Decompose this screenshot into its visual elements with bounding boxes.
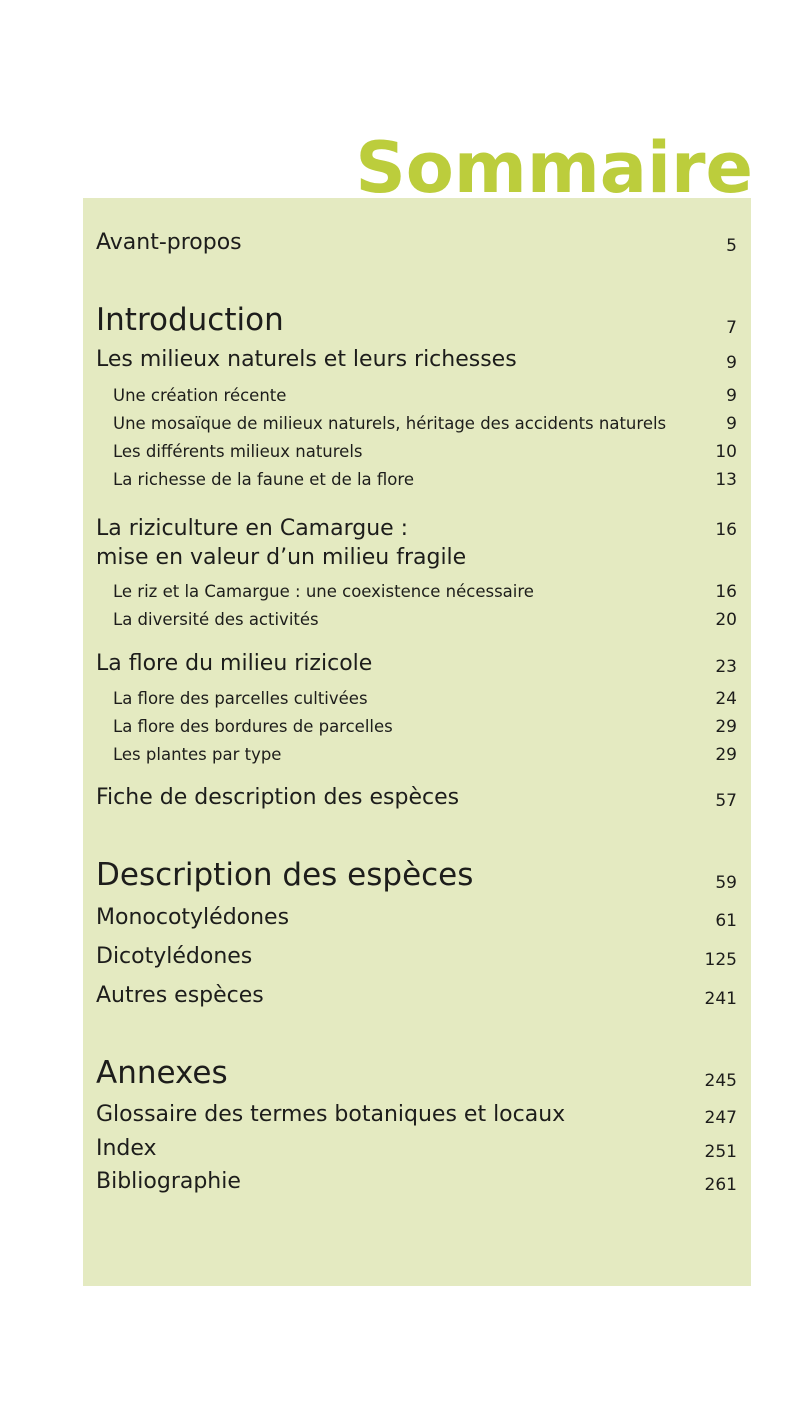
toc-entry-mosaique[interactable]	[96, 414, 737, 434]
toc-entry-page: 241	[704, 989, 737, 1009]
toc-entry-plantes-par-type[interactable]	[96, 745, 737, 765]
toc-entry-page: 20	[715, 610, 737, 630]
toc-entry-dicotyledones[interactable]	[96, 942, 737, 970]
toc-entry-label: La richesse de la faune et de la flore	[113, 470, 414, 489]
toc-entry-page: 5	[726, 236, 737, 256]
toc-entry-page: 261	[704, 1175, 737, 1195]
toc-entry-page: 16	[715, 582, 737, 602]
toc-entry-bibliographie[interactable]	[96, 1167, 737, 1195]
toc-entry-label: Bibliographie	[96, 1169, 241, 1194]
toc-entry-differents-milieux[interactable]	[96, 442, 737, 462]
toc-entry-page: 23	[715, 657, 737, 677]
toc-entry-label: Introduction	[96, 302, 284, 338]
toc-entry-page: 9	[726, 414, 737, 434]
toc-entry-label: Avant-propos	[96, 230, 242, 255]
toc-entry-milieux-naturels[interactable]	[96, 346, 737, 373]
toc-entry-label: Fiche de description des espèces	[96, 785, 460, 810]
toc-entry-label	[96, 514, 466, 572]
toc-entry-page: 16	[715, 520, 737, 540]
toc-entry-label: Une mosaïque de milieux naturels, héritage des accidents naturels	[113, 414, 667, 433]
toc-entry-page: 57	[715, 791, 737, 811]
toc-entry-index[interactable]	[96, 1134, 737, 1162]
toc-entry-label: La flore des bordures de parcelles	[113, 717, 393, 736]
toc-entry-label-line-1: La riziculture en Camargue :	[96, 516, 409, 541]
toc-entry-introduction[interactable]	[96, 298, 737, 338]
toc-entry-avant-propos[interactable]	[96, 228, 737, 256]
toc-entry-label: Autres espèces	[96, 983, 264, 1008]
toc-entry-label: La flore des parcelles cultivées	[113, 689, 368, 708]
toc-entry-label: Les plantes par type	[113, 745, 282, 764]
toc-entry-page: 29	[715, 745, 737, 765]
toc-entry-monocotyledones[interactable]	[96, 903, 737, 931]
toc-entry-page: 61	[715, 911, 737, 931]
toc-entry-label: Annexes	[96, 1055, 228, 1091]
toc-entry-page: 10	[715, 442, 737, 462]
toc-entry-page: 9	[726, 386, 737, 406]
table-of-contents	[83, 198, 751, 1286]
toc-entry-fiche-description[interactable]	[96, 784, 737, 811]
toc-entry-page: 125	[704, 950, 737, 970]
toc-entry-flore-milieu-rizicole[interactable]	[96, 650, 737, 677]
toc-entry-riz-camargue[interactable]	[96, 582, 737, 602]
toc-entry-label: Les milieux naturels et leurs richesses	[96, 347, 517, 372]
toc-entry-label: La diversité des activités	[113, 610, 319, 629]
toc-entry-label-line-2: mise en valeur d’un milieu fragile	[96, 545, 467, 570]
toc-entry-page: 251	[704, 1142, 737, 1162]
toc-entry-page: 59	[715, 873, 737, 893]
toc-entry-label: Les différents milieux naturels	[113, 442, 363, 461]
toc-entry-flore-parcelles-cultivees[interactable]	[96, 689, 737, 709]
page-title: Sommaire	[355, 127, 753, 209]
toc-entry-richesse-faune-flore[interactable]	[96, 470, 737, 490]
toc-entry-flore-bordures[interactable]	[96, 717, 737, 737]
toc-entry-page: 29	[715, 717, 737, 737]
toc-entry-page: 9	[726, 353, 737, 373]
toc-entry-annexes[interactable]	[96, 1052, 737, 1091]
toc-entry-page: 13	[715, 470, 737, 490]
toc-entry-description-especes[interactable]	[96, 854, 737, 893]
toc-entry-label: Glossaire des termes botaniques et locaux	[96, 1102, 566, 1127]
toc-entry-label: Dicotylédones	[96, 944, 253, 969]
toc-entry-page: 245	[704, 1071, 737, 1091]
toc-entry-autres-especes[interactable]	[96, 981, 737, 1009]
toc-entry-label: Description des espèces	[96, 857, 474, 893]
toc-entry-label: Monocotylédones	[96, 905, 290, 930]
toc-entry-diversite-activites[interactable]	[96, 610, 737, 630]
toc-entry-label: Index	[96, 1136, 157, 1161]
toc-entry-label: Le riz et la Camargue : une coexistence nécessaire	[113, 582, 534, 601]
toc-entry-page: 24	[715, 689, 737, 709]
toc-entry-label: La flore du milieu rizicole	[96, 651, 373, 676]
toc-entry-label: Une création récente	[113, 386, 287, 405]
toc-entry-glossaire[interactable]	[96, 1100, 737, 1128]
toc-entry-page: 247	[704, 1108, 737, 1128]
toc-entry-creation-recente[interactable]	[96, 386, 737, 406]
toc-entry-riziculture[interactable]	[96, 514, 737, 572]
toc-entry-page: 7	[726, 318, 737, 338]
